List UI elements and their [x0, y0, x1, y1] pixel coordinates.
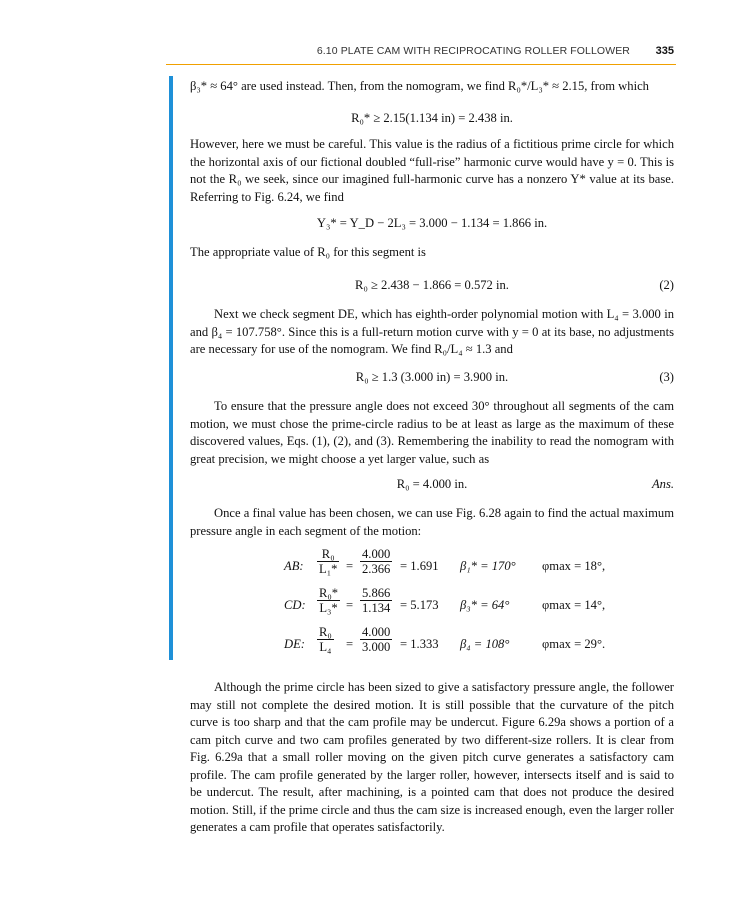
paragraph-7: [190, 679, 674, 837]
ratio-result: = 1.691: [400, 559, 439, 573]
beta-value: β₃* = 64°: [460, 598, 510, 612]
equation-3-number: (2): [659, 278, 674, 292]
value-fraction: 4.000 2.366: [362, 547, 391, 576]
paragraph-2: [190, 136, 674, 206]
answer-label: Ans.: [651, 477, 674, 491]
paragraph-1: [190, 78, 674, 96]
paragraph-2-text: However, here we must be careful. This value is the radius of a fictitious prime circle for which the horizontal axis of our fictional doubled “full-rise” harmonic curve would have y = 0. This is not the R₀ we seek, since our imagined full-harmonic curve has a nonzero Y* value at its base. Referring to Fig. 6.24, we find: [190, 137, 674, 204]
equation-5-text: R₀ = 4.000 in.: [396, 477, 468, 491]
equation-4-text: R₀ ≥ 1.3 (3.000 in) = 3.900 in.: [355, 370, 509, 384]
paragraph-7-text: Although the prime circle has been sized to give a satisfactory pressure angle, the follower may still not complete the desired motion. It is still possible that the curvature of the pitch curve is too sharp and that the cam profile may be undercut. Figure 6.29a shows a portion of a cam pitch curve and two cam profiles generated by two different-size rollers. It is clear from Fig. 6.29a that a small roller moving on the given pitch curve generates a satisfactory cam profile. The cam profile generated by the larger roller, however, intersects itself and is said to be undercut. The result, after machining, is a pointed cam that does not produce the desired motion. Still, if the prime circle and thus the cam size is increased enough, even the larger roller generates a cam profile that operates satisfactorily.: [190, 680, 674, 834]
paragraph-4: [190, 306, 674, 359]
value-fraction: 4.000 3.000: [362, 625, 391, 654]
paragraph-5: [190, 398, 674, 468]
segment-label: AB:: [284, 559, 304, 573]
beta-value: β₄ = 108°: [460, 637, 510, 651]
paragraph-6-text: Once a final value has been chosen, we can use Fig. 6.28 again to find the actual maximum pressure angle in each segment of the motion:: [190, 506, 674, 538]
header-rule: [166, 64, 676, 65]
paragraph-3: [190, 244, 674, 262]
equation-1-text: R₀* ≥ 2.15(1.134 in) = 2.438 in.: [351, 111, 513, 125]
page-number: 335: [655, 45, 674, 57]
ratio-fraction: R₀ L₁*: [319, 547, 338, 576]
paragraph-1-text: β₃* ≈ 64° are used instead. Then, from the nomogram, we find R₀*/L₃* ≈ 2.15, from which: [190, 79, 649, 93]
phi-max-value: φmax = 29°.: [542, 637, 606, 651]
paragraph-3-text: The appropriate value of R₀ for this segment is: [190, 245, 426, 259]
equation-4-number: (3): [659, 370, 674, 384]
example-sidebar-bar: [169, 76, 173, 660]
equation-3-text: R₀ ≥ 2.438 − 1.866 = 0.572 in.: [355, 278, 509, 292]
phi-max-value: φmax = 18°,: [542, 559, 606, 573]
ratio-result: = 5.173: [400, 598, 439, 612]
segment-label: DE:: [284, 637, 305, 651]
ratio-result: = 1.333: [400, 637, 439, 651]
value-fraction: 5.866 1.134: [362, 586, 391, 615]
paragraph-6: [190, 505, 674, 540]
page-header: [190, 45, 674, 61]
beta-value: β₁* = 170°: [460, 559, 516, 573]
segment-label: CD:: [284, 598, 306, 612]
ratio-fraction: R₀* L₃*: [319, 586, 339, 615]
paragraph-4-text: Next we check segment DE, which has eighth-order polynomial motion with L₄ = 3.000 in and β₄ = 107.758°. Since this is a full-return motion curve with y = 0 at its base, no adjustments are necessary for use of the nomogram. We find R₀/L₄ ≈ 1.3 and: [190, 307, 674, 356]
running-title: 6.10 PLATE CAM WITH RECIPROCATING ROLLER FOLLOWER: [316, 45, 630, 57]
equation-2-text: Y₃* = Y_D − 2L₃ = 3.000 − 1.134 = 1.866 in.: [316, 216, 548, 230]
phi-max-value: φmax = 14°,: [542, 598, 606, 612]
ratio-fraction: R₀ L₄: [319, 625, 332, 654]
paragraph-5-text: To ensure that the pressure angle does not exceed 30° throughout all segments of the cam motion, we must chose the prime-circle radius to be at least as large as the maximum of these discovered values, Eqs. (1), (2), and (3). Remembering the inability to read the nomogram with great precision, we might choose a yet larger value, such as: [190, 399, 674, 466]
